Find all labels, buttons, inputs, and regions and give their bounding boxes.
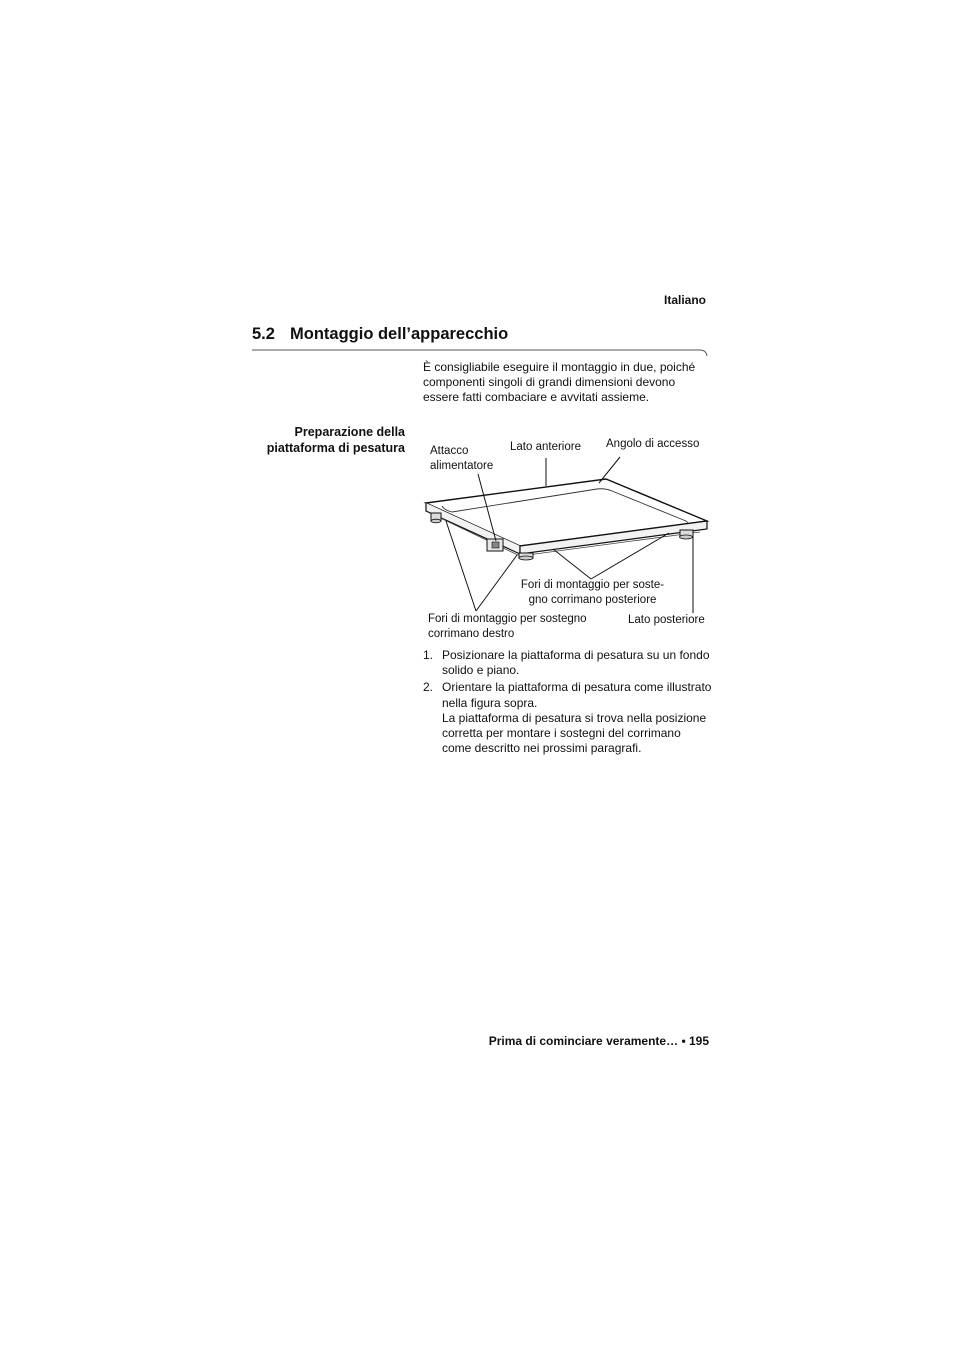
label-power-connector xyxy=(430,444,493,473)
side-heading-line1: Preparazione della xyxy=(294,425,405,439)
label-rear-mount-holes xyxy=(515,578,670,607)
section-number: 5.2 xyxy=(252,325,275,343)
side-heading-line2: piattaforma di pesatura xyxy=(266,440,405,455)
step-number: 1. xyxy=(423,648,434,662)
step-text: Posizionare la piattaforma di pesatura su un fondo solido e piano. xyxy=(442,648,710,678)
label-rear-holes-line1: Fori di montaggio per soste- xyxy=(520,579,665,591)
section-rule xyxy=(252,350,707,356)
steps-list xyxy=(423,648,713,758)
label-right-holes-line1: Fori di montaggio per sostegno xyxy=(428,613,587,625)
label-right-holes-line2: corrimano destro xyxy=(428,627,515,640)
step-note: La piattaforma di pesatura si trova nella posizione corretta per montare i sostegni del corrimano come descritto nei prossimi paragrafi. xyxy=(442,710,707,756)
label-rear-side: Lato posteriore xyxy=(628,614,705,626)
power-connector-icon xyxy=(487,539,503,551)
section-title: Montaggio dell’apparecchio xyxy=(290,325,509,343)
intro-paragraph: È consigliabile eseguire il montaggio in due, poiché componenti singoli di grandi dimensioni devono essere fatti combaciare e avvitati assieme. xyxy=(423,360,696,405)
step-text: Orientare la piattaforma di pesatura come illustrato nella figura sopra. xyxy=(442,680,712,710)
label-rear-holes-line2: gno corrimano posteriore xyxy=(528,593,657,606)
step-number: 2. xyxy=(423,680,434,695)
label-access-corner: Angolo di accesso xyxy=(606,438,700,450)
label-front-side: Lato anteriore xyxy=(510,441,581,453)
list-item xyxy=(423,680,713,756)
label-power-line2: alimentatore xyxy=(430,459,494,472)
label-power-line1: Attacco xyxy=(430,445,469,457)
side-heading xyxy=(240,425,405,456)
page-footer: Prima di cominciare veramente… • 195 xyxy=(488,1034,709,1048)
list-item xyxy=(423,648,713,678)
label-right-mount-holes xyxy=(428,612,587,641)
language-label: Italiano xyxy=(663,293,706,307)
